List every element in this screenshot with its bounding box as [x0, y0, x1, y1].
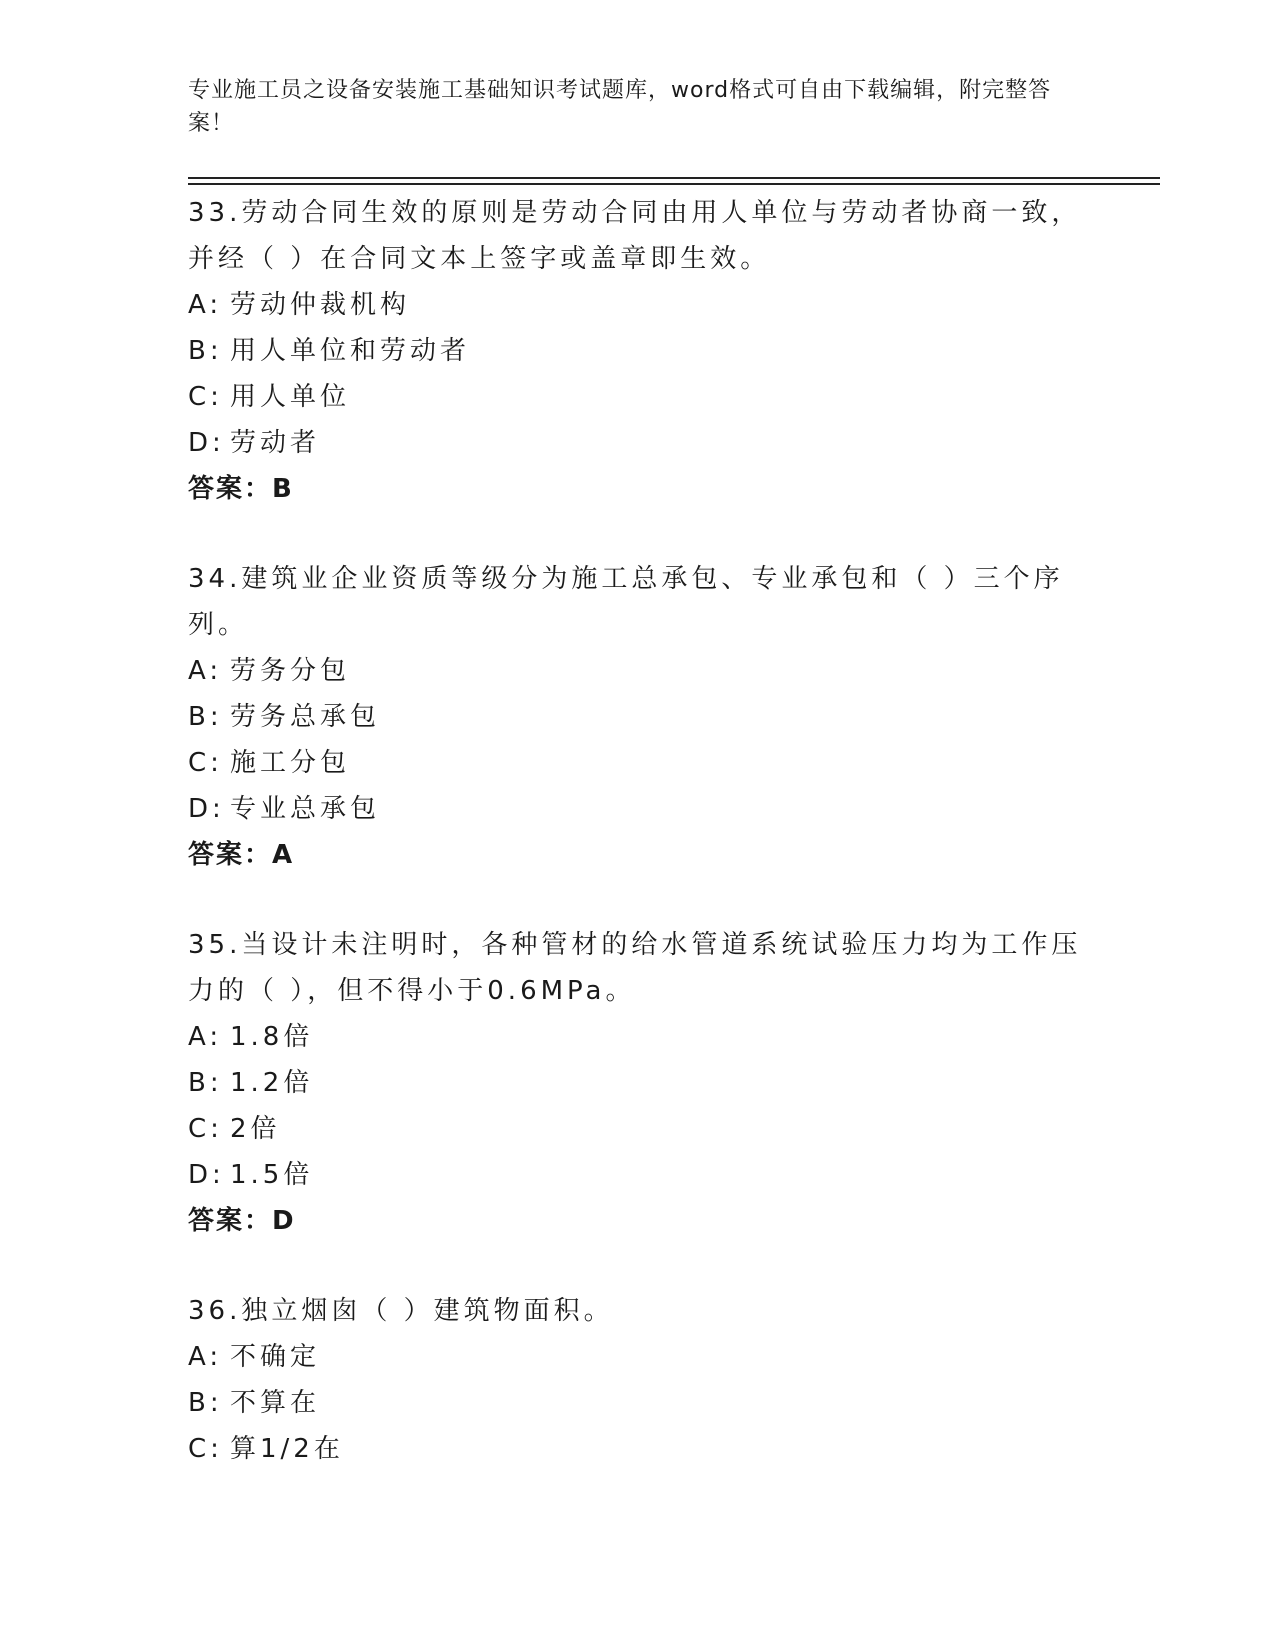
option-text: 算1/2在 [230, 1434, 344, 1464]
option-letter: C: [188, 748, 223, 778]
option-a [188, 648, 1088, 694]
option-text: 1.8倍 [230, 1022, 314, 1052]
question-34 [188, 556, 1088, 878]
question-number: 35. [188, 930, 242, 960]
option-b [188, 694, 1088, 740]
option-a [188, 282, 1088, 328]
question-stem: 劳动合同生效的原则是劳动合同由用人单位与劳动者协商一致，并经（ ）在合同文本上签字或盖章即生效。 [188, 198, 1082, 274]
option-c [188, 740, 1088, 786]
option-d [188, 786, 1088, 832]
option-letter: A: [188, 1022, 223, 1052]
spacer [188, 1244, 1088, 1288]
option-text: 1.2倍 [230, 1068, 314, 1098]
option-text: 不算在 [230, 1388, 321, 1418]
option-letter: B: [188, 702, 223, 732]
option-letter: A: [188, 290, 223, 320]
option-a [188, 1014, 1088, 1060]
question-text [188, 556, 1088, 648]
answer-line: 答案：A [188, 840, 295, 870]
question-text [188, 190, 1088, 282]
question-33 [188, 190, 1088, 512]
question-stem: 当设计未注明时，各种管材的给水管道系统试验压力均为工作压力的（ ），但不得小于0.6MPa。 [188, 930, 1082, 1006]
option-letter: B: [188, 1068, 223, 1098]
option-text: 劳动仲裁机构 [230, 290, 411, 320]
option-c [188, 374, 1088, 420]
option-text: 劳动者 [230, 428, 321, 458]
option-letter: D: [188, 428, 225, 458]
option-text: 专业总承包 [230, 794, 381, 824]
option-d [188, 1152, 1088, 1198]
option-text: 1.5倍 [230, 1160, 314, 1190]
option-text: 劳务分包 [230, 656, 351, 686]
question-list [188, 190, 1088, 1472]
option-letter: C: [188, 1114, 223, 1144]
option-text: 不确定 [230, 1342, 321, 1372]
option-letter: C: [188, 1434, 223, 1464]
option-text: 2倍 [230, 1114, 281, 1144]
option-letter: D: [188, 1160, 225, 1190]
option-a [188, 1334, 1088, 1380]
question-number: 33. [188, 198, 242, 228]
option-letter: A: [188, 1342, 223, 1372]
option-c [188, 1106, 1088, 1152]
option-text: 施工分包 [230, 748, 351, 778]
question-stem: 独立烟囱（ ）建筑物面积。 [241, 1296, 614, 1326]
option-b [188, 328, 1088, 374]
question-35 [188, 922, 1088, 1244]
option-letter: B: [188, 336, 223, 366]
option-d [188, 420, 1088, 466]
option-letter: D: [188, 794, 225, 824]
option-text: 劳务总承包 [230, 702, 381, 732]
option-text: 用人单位 [230, 382, 351, 412]
spacer [188, 512, 1088, 556]
option-text: 用人单位和劳动者 [230, 336, 471, 366]
document-header: 专业施工员之设备安装施工基础知识考试题库，word格式可自由下载编辑，附完整答案！ [188, 78, 1052, 136]
option-b [188, 1060, 1088, 1106]
header-divider-bottom [188, 183, 1160, 185]
option-letter: A: [188, 656, 223, 686]
question-number: 36. [188, 1296, 242, 1326]
answer-line: 答案：B [188, 474, 294, 504]
option-letter: B: [188, 1388, 223, 1418]
header-divider-top [188, 177, 1160, 179]
question-text [188, 922, 1088, 1014]
option-c [188, 1426, 1088, 1472]
question-number: 34. [188, 564, 242, 594]
question-text [188, 1288, 1088, 1334]
question-stem: 建筑业企业资质等级分为施工总承包、专业承包和（ ）三个序列。 [188, 564, 1064, 640]
option-b [188, 1380, 1088, 1426]
spacer [188, 878, 1088, 922]
question-36 [188, 1288, 1088, 1472]
answer-line: 答案：D [188, 1206, 296, 1236]
option-letter: C: [188, 382, 223, 412]
